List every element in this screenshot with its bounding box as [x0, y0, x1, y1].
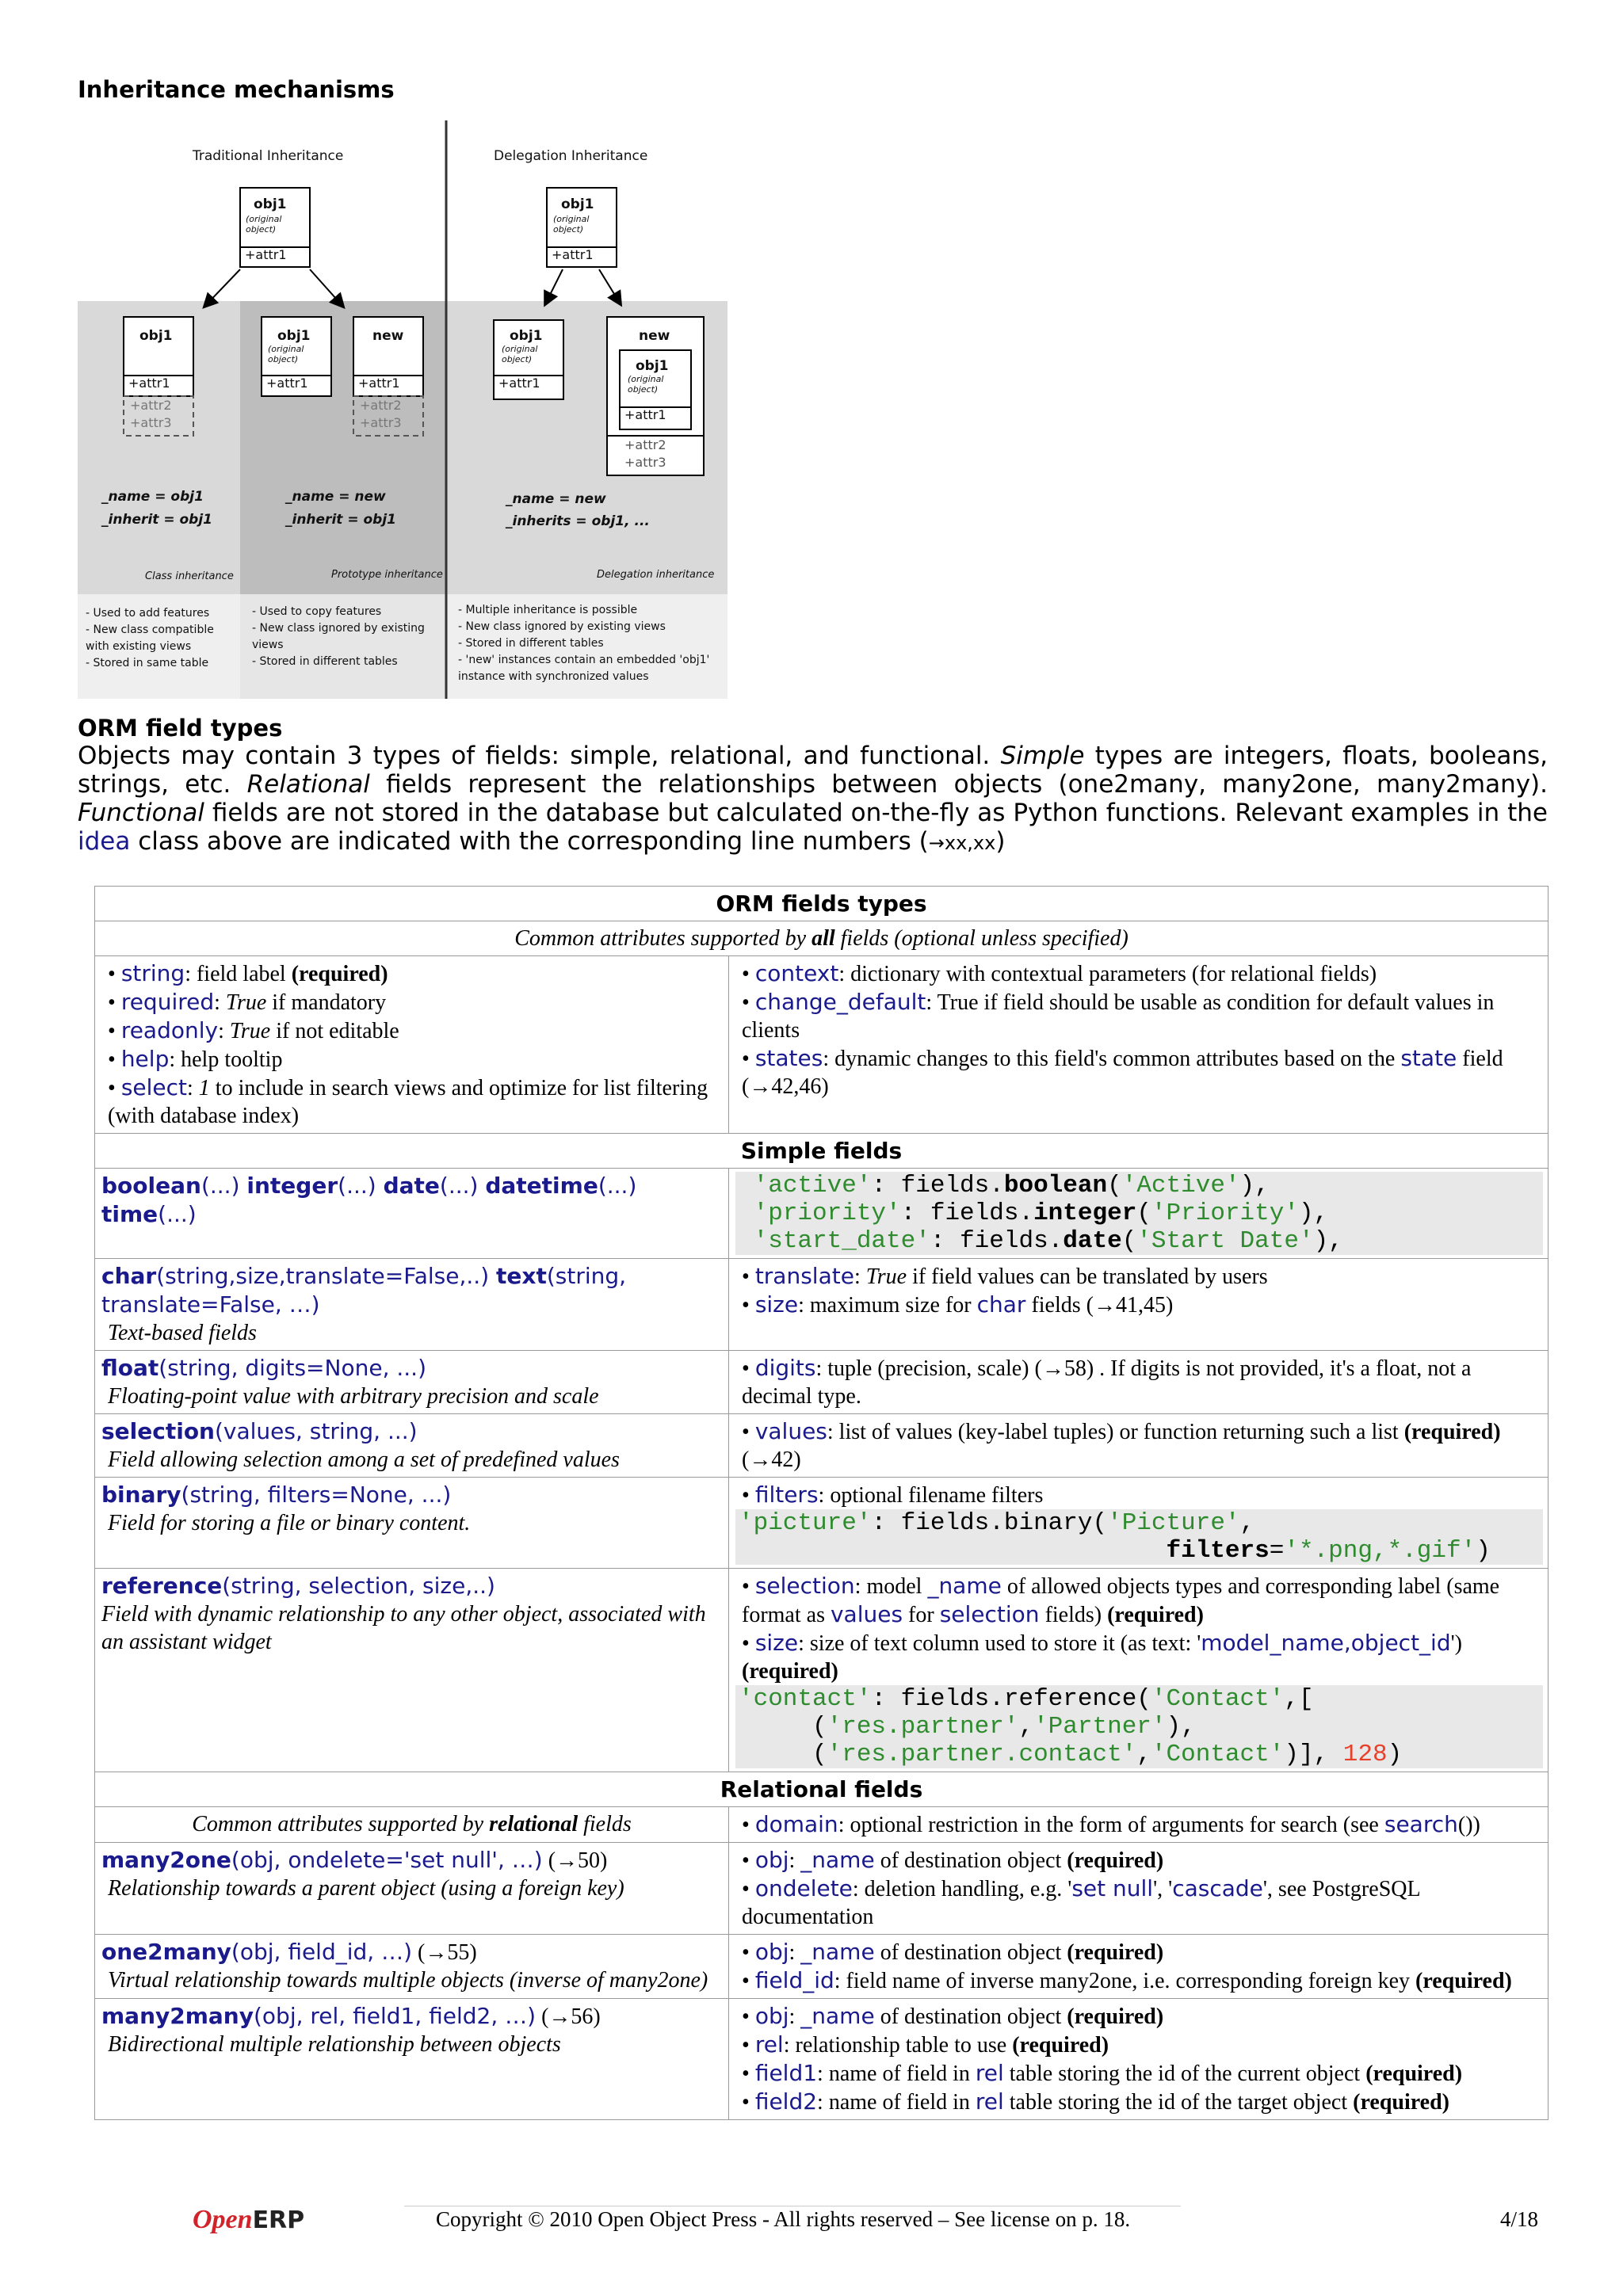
delegation-inheritance-caption: Delegation inheritance [597, 569, 715, 581]
openerp-logo: OpenERP [193, 2205, 305, 2234]
top-obj1-original: (original object) [246, 214, 282, 235]
section-heading-inheritance: Inheritance mechanisms [78, 76, 395, 103]
class-code-name: _name = obj1 [101, 489, 204, 505]
proto-new-attr3: +attr3 [360, 415, 402, 430]
top-deleg-obj1-original: (original object) [553, 214, 590, 235]
class-obj1-attr2: +attr2 [130, 398, 172, 413]
common-attrs-right: • context: dictionary with contextual parameters (for relational fields) • change_default: True if field should be usable as condition for default values in clients • states: dynamic changes to this field's common attributes based on the state field (→42,46) [729, 956, 1549, 1134]
proto-new-attr1: +attr1 [358, 376, 400, 391]
one2many-attrs-cell: • obj: _name of destination object (required) • field_id: field name of inverse many2one, i.e. corresponding foreign key (required) [729, 1935, 1549, 1999]
deleg-code-inherits: _inherits = obj1, ... [506, 513, 650, 529]
code-example: 'active': fields.boolean('Active'), 'priority': fields.integer('Priority'), 'start_date': fields.date('Start Date'), [735, 1172, 1543, 1255]
class-inheritance-caption: Class inheritance [145, 570, 234, 582]
table-row [95, 1935, 1549, 1999]
deleg-note: - 'new' instances contain an embedded 'obj1' instance with synchronized values [458, 654, 710, 683]
class-code-inherit: _inherit = obj1 [101, 512, 212, 528]
float-type-cell: float(string, digits=None, ...) Floating-point value with arbitrary precision and scale [95, 1351, 729, 1414]
table-row [95, 1772, 1549, 1807]
inheritance-diagram [78, 120, 727, 699]
top-deleg-obj1-attr1: +attr1 [552, 247, 594, 262]
boolean-types-cell: boolean(...) integer(...) date(...) datetime(...) time(...) [95, 1169, 729, 1259]
common-attrs-heading: Common attributes supported by all fields (optional unless specified) [95, 921, 1549, 956]
proto-notes [252, 604, 442, 670]
class-note: - New class compatible with existing views [86, 624, 214, 653]
delegation-inheritance-title: Delegation Inheritance [494, 148, 648, 164]
selection-attrs-cell: • values: list of values (key-label tuples) or function returning such a list (required) (→42) [729, 1414, 1549, 1478]
page-number: 4/18 [1500, 2207, 1539, 2231]
many2one-attrs-cell: • obj: _name of destination object (required) • ondelete: deletion handling, e.g. 'set null', 'cascade', see PostgreSQL documentation [729, 1843, 1549, 1935]
relational-fields-heading: Relational fields [95, 1772, 1549, 1807]
reference-type-cell: reference(string, selection, size,..) Field with dynamic relationship to any other object, associated with an assistant widget [95, 1569, 729, 1772]
deleg-new-label: new [639, 328, 670, 344]
deleg-embedded-attr1: +attr1 [624, 407, 666, 422]
proto-code-inherit: _inherit = obj1 [285, 512, 396, 528]
deleg-embedded-obj1-label: obj1 [636, 358, 669, 374]
table-row [95, 921, 1549, 956]
table-row [95, 887, 1549, 921]
table-row [95, 1807, 1549, 1843]
char-attrs-cell: • translate: True if field values can be translated by users • size: maximum size for char fields (→41,45) [729, 1259, 1549, 1351]
deleg-note: - Stored in different tables [458, 637, 604, 650]
proto-note: - Used to copy features [252, 605, 382, 618]
traditional-inheritance-title: Traditional Inheritance [193, 148, 344, 164]
class-notes [86, 605, 236, 672]
char-types-cell: char(string,size,translate=False,..) text(string, translate=False, …) Text-based fields [95, 1259, 729, 1351]
section-heading-orm: ORM field types [78, 715, 283, 742]
class-obj1-attr1: +attr1 [128, 376, 170, 391]
table-row [95, 956, 1549, 1134]
relational-common-attrs: • domain: optional restriction in the form of arguments for search (see search()) [729, 1807, 1549, 1843]
proto-obj1-label: obj1 [277, 328, 311, 344]
table-row [95, 1478, 1549, 1569]
relational-common-heading: Common attributes supported by relational fields [95, 1807, 729, 1843]
table-row [95, 1414, 1549, 1478]
proto-new-attr2: +attr2 [360, 398, 402, 413]
deleg-new-attr3: +attr3 [624, 455, 666, 470]
table-row [95, 1169, 1549, 1259]
boolean-example-cell [729, 1169, 1549, 1259]
class-obj1-label: obj1 [139, 328, 173, 344]
selection-type-cell: selection(values, string, ...) Field allowing selection among a set of predefined values [95, 1414, 729, 1478]
deleg-code-name: _name = new [506, 491, 606, 507]
footer-copyright: Copyright © 2010 Open Object Press - All rights reserved – See license on p. 18. [436, 2207, 1131, 2231]
proto-obj1-original: (original object) [268, 344, 304, 364]
code-example: 'picture': fields.binary('Picture', filters='*.png,*.gif') [735, 1509, 1543, 1565]
binary-attrs-cell: • filters: optional filename filters 'picture': fields.binary('Picture', filters='*.png,*.gif') [729, 1478, 1549, 1569]
proto-obj1-attr1: +attr1 [266, 376, 308, 391]
proto-code-name: _name = new [285, 489, 386, 505]
deleg-notes [458, 602, 724, 685]
table-row [95, 1134, 1549, 1169]
class-obj1-attr3: +attr3 [130, 415, 172, 430]
orm-intro-paragraph: Objects may contain 3 types of fields: simple, relational, and functional. Simple types are integers, floats, booleans, strings, etc. Relational fields represent the relationships between objects (one2many, many2one, many2many). Functional fields are not stored in the database but calculated on-the-fly as Python functions. Relevant examples in the idea class above are indicated with the corresponding line numbers (→xx,xx) [78, 742, 1549, 856]
simple-fields-heading: Simple fields [95, 1134, 1549, 1169]
prototype-inheritance-caption: Prototype inheritance [331, 569, 443, 581]
table-row [95, 1999, 1549, 2120]
deleg-note: - New class ignored by existing views [458, 620, 666, 633]
deleg-obj1-attr1: +attr1 [498, 376, 540, 391]
deleg-obj1-original: (original object) [502, 344, 538, 364]
top-obj1-label: obj1 [254, 196, 287, 212]
proto-new-label: new [372, 328, 404, 344]
proto-note: - New class ignored by existing views [252, 622, 425, 651]
deleg-note: - Multiple inheritance is possible [458, 604, 638, 616]
one2many-type-cell: one2many(obj, field_id, …) (→55) Virtual relationship towards multiple objects (inverse of many2one) [95, 1935, 729, 1999]
many2one-type-cell: many2one(obj, ondelete='set null', …) (→50) Relationship towards a parent object (using a foreign key) [95, 1843, 729, 1935]
table-title: ORM fields types [95, 887, 1549, 921]
many2many-attrs-cell: • obj: _name of destination object (required) • rel: relationship table to use (required) • field1: name of field in rel table storing the id of the current object (required) • field2: name of field in rel table storing the id of the target object (required) [729, 1999, 1549, 2120]
code-example: 'contact': fields.reference('Contact',[ ('res.partner','Partner'), ('res.partner.contact','Contact')], 128) [735, 1685, 1543, 1768]
top-obj1-attr1: +attr1 [245, 247, 287, 262]
binary-type-cell: binary(string, filters=None, ...) Field for storing a file or binary content. [95, 1478, 729, 1569]
orm-fields-table [94, 886, 1549, 2120]
float-attrs-cell: • digits: tuple (precision, scale) (→58) . If digits is not provided, it's a float, not a decimal type. [729, 1351, 1549, 1414]
class-note: - Used to add features [86, 607, 210, 620]
class-note: - Stored in same table [86, 657, 209, 669]
reference-attrs-cell: • selection: model _name of allowed objects types and corresponding label (same format as values for selection fields) (required) • size: size of text column used to store it (as text: 'model_name,object_id') (required) 'contact': fields.reference('Contact',[ ('res.partner','Partner'), ('res.partner.contact','Contact')], 128) [729, 1569, 1549, 1772]
deleg-embedded-original: (original object) [628, 374, 664, 395]
top-deleg-obj1-label: obj1 [561, 196, 594, 212]
table-row [95, 1259, 1549, 1351]
table-row [95, 1843, 1549, 1935]
many2many-type-cell: many2many(obj, rel, field1, field2, …) (→56) Bidirectional multiple relationship between objects [95, 1999, 729, 2120]
deleg-new-attr2: +attr2 [624, 437, 666, 452]
proto-note: - Stored in different tables [252, 655, 398, 668]
table-row [95, 1351, 1549, 1414]
table-row [95, 1569, 1549, 1772]
deleg-obj1-label: obj1 [510, 328, 543, 344]
common-attrs-left: • string: field label (required) • required: True if mandatory • readonly: True if not editable • help: help tooltip • select: 1 to include in search views and optimize for list filtering (with database index) [95, 956, 729, 1134]
